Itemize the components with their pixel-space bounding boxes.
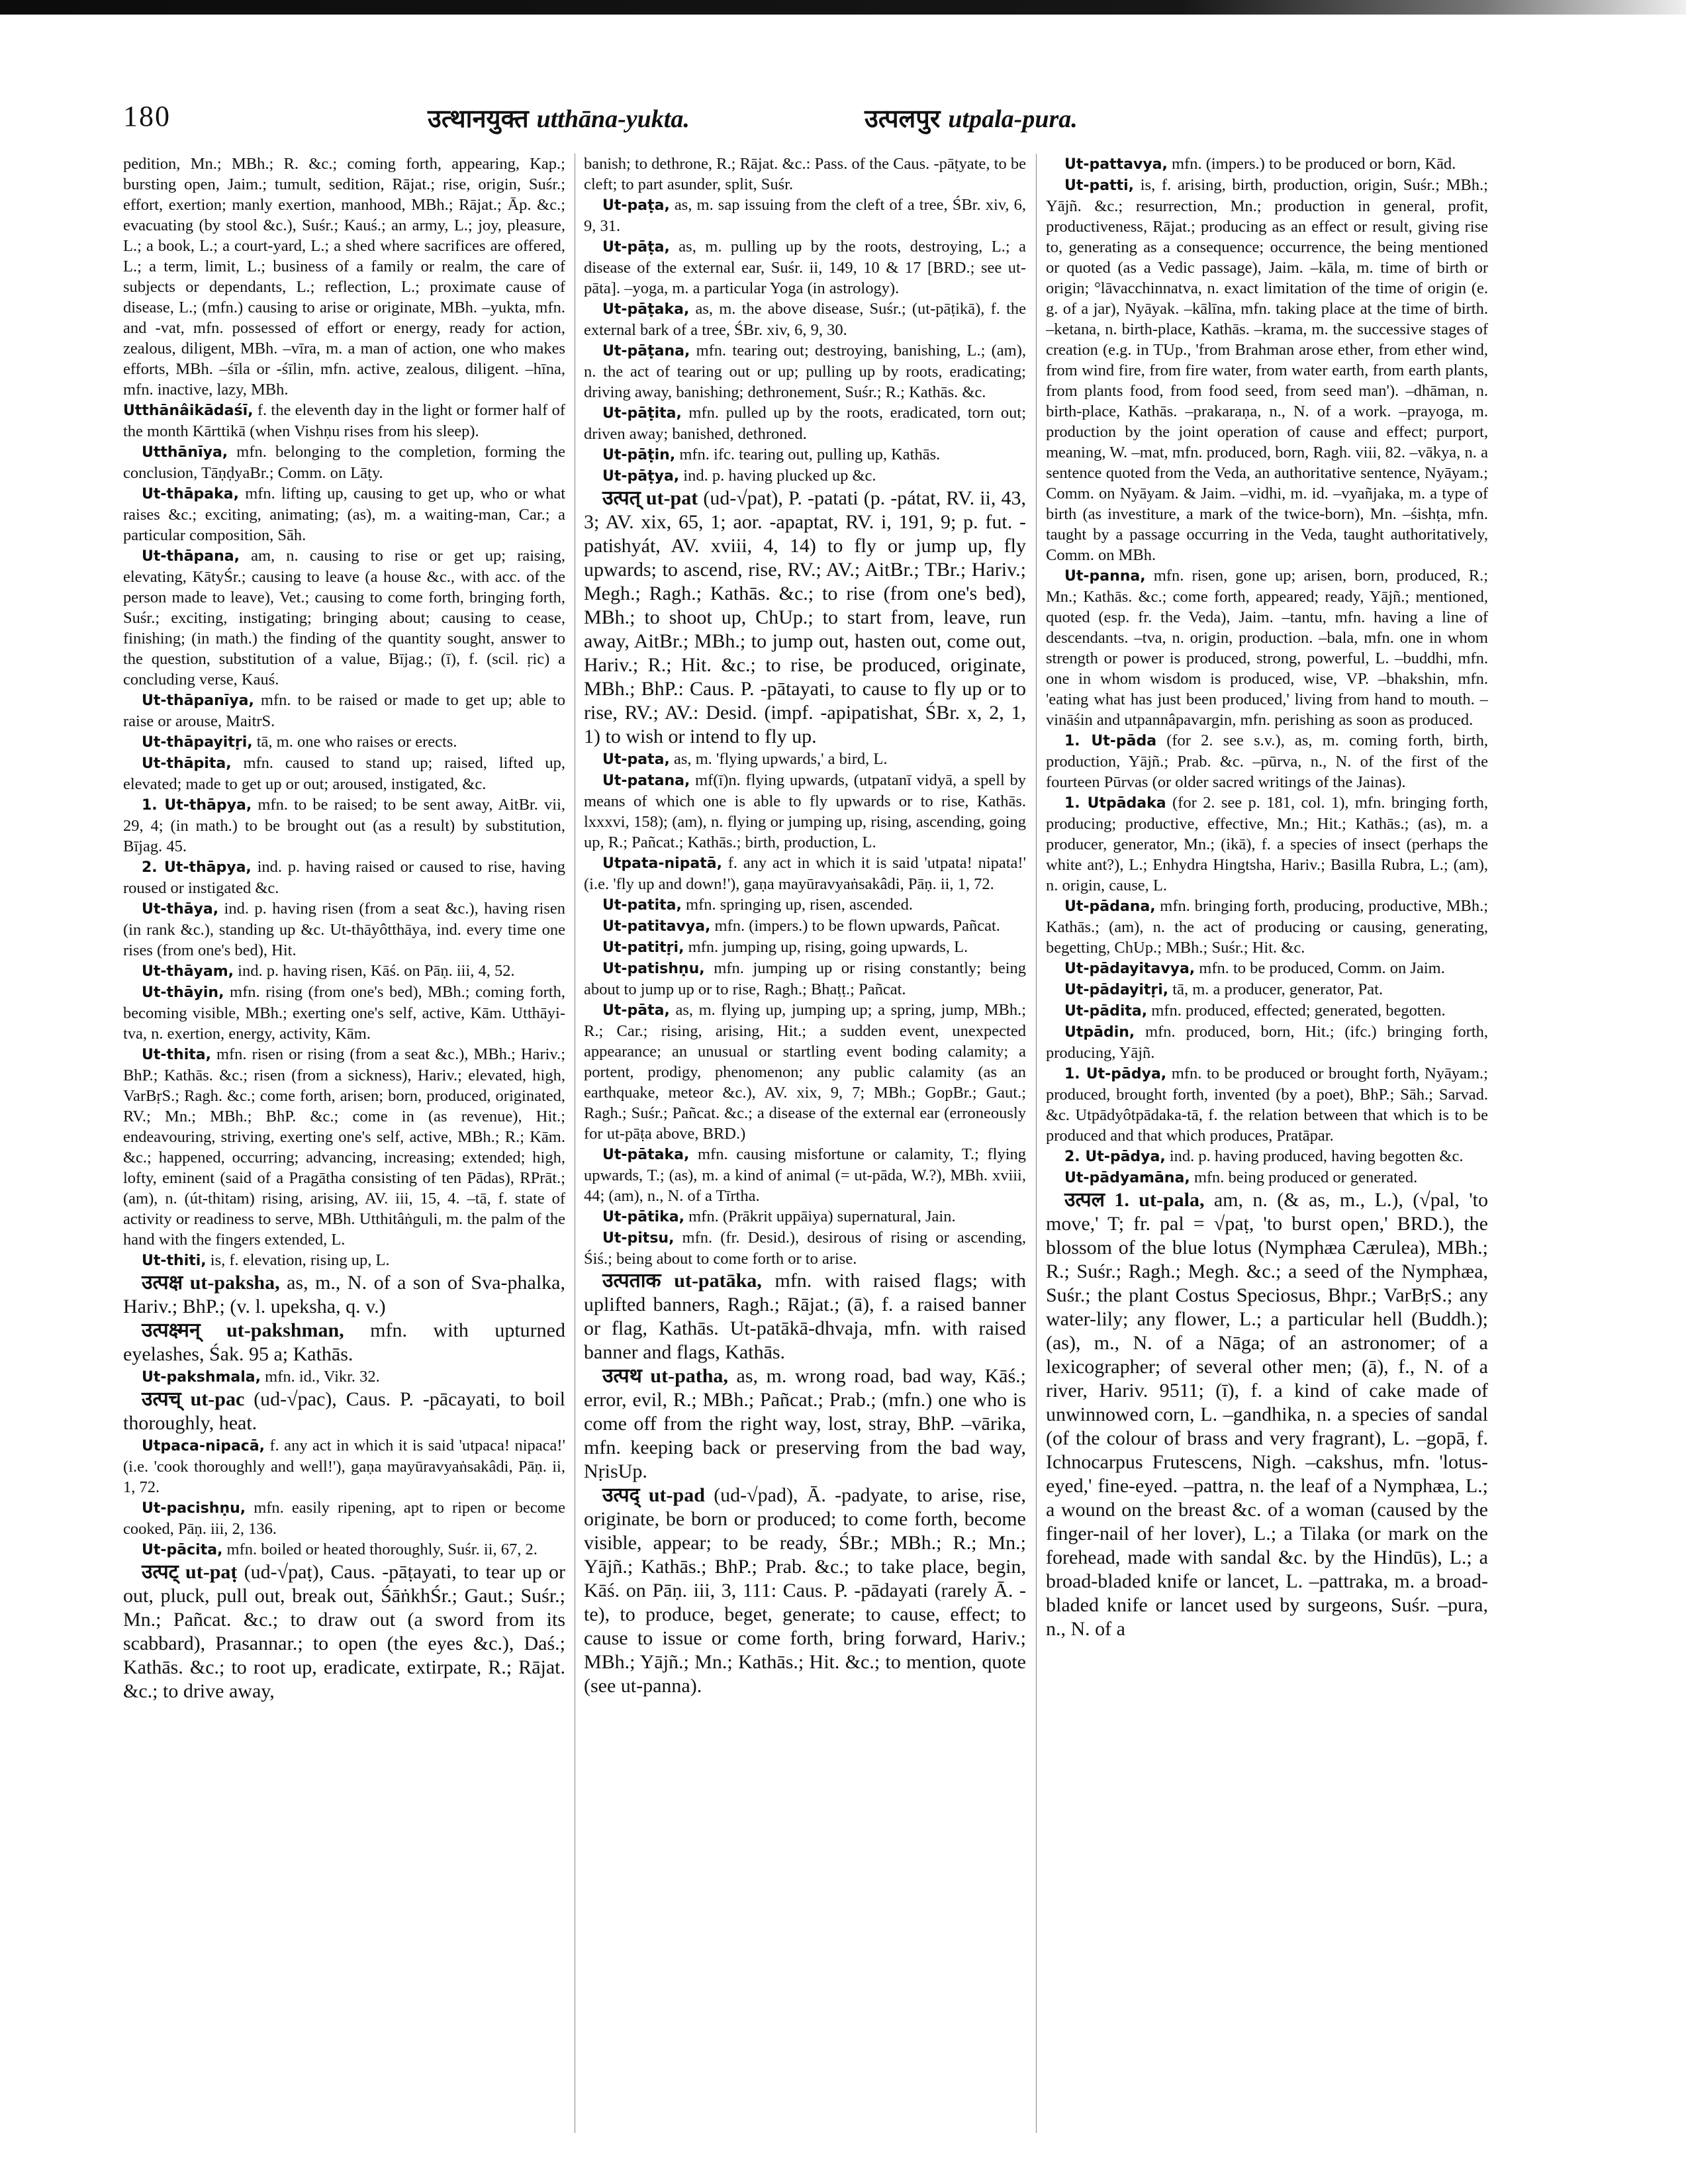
entry-definition: am, n. causing to rise or get up; raising, elevating, KātyŚr.; causing to leave (a house &c., with acc. of the person made to leave), Vet.; causing to come forth, bringing forth, Suśr.; exciting, instigating; bringing about; causing to cease, finishing; (in math.) the finding of the quantity sought, answer to the question, substitution of a value, Bījag.; (ī), f. (scil. ṛic) a concluding verse, Kauś. [123,547,565,688]
dictionary-entry [1046,896,1488,958]
entry-headword: Ut-pādayitṛi, [1064,982,1169,998]
entry-definition: mfn. belonging to the completion, forming the conclusion, TāṇḍyaBr.; Comm. on Lāṭy. [123,443,565,482]
dictionary-entry [123,1497,565,1539]
entry-headword: Ut-thāpaka, [142,486,239,502]
dictionary-entry [123,1560,565,1703]
dictionary-entry [1046,730,1488,792]
dictionary-entry [123,1539,565,1560]
entry-headword: Ut-pāṭana, [602,343,690,359]
entry-definition: mfn. id., Vikr. 32. [261,1368,380,1386]
dictionary-entry [123,794,565,857]
dictionary-entry [584,299,1026,340]
entry-definition: tā, m. one who raises or erects. [252,733,457,751]
entry-definition: mfn. to be raised or made to get up; able to raise or arouse, MaitrS. [123,691,565,730]
dictionary-entry [123,400,565,442]
dictionary-entry [584,1364,1026,1484]
entry-headword: Utthānâikādaśī, [123,403,254,419]
dictionary-entry [1046,1188,1488,1641]
dictionary-entry [1046,1063,1488,1146]
entry-definition: f. the eleventh day in the light or former half of the month Kārttikā (when Vishṇu rises from his sleep). [123,401,565,440]
entry-definition: mfn. to be produced, Comm. on Jaim. [1195,959,1445,977]
entry-headword: Ut-paṭa, [602,197,670,214]
entry-headword: Ut-patti, [1064,177,1135,194]
dictionary-entry [123,898,565,961]
entry-definition: mfn. with upturned eyelashes, Śak. 95 a; Kathās. [123,1319,565,1365]
entry-headword: उत्पद् ut-pad [602,1484,705,1506]
dictionary-entry [123,154,565,400]
entry-definition: tā, m. a producer, generator, Pat. [1168,980,1383,998]
left-head-translit: utthāna-yukta. [536,105,690,133]
entry-headword: Ut-thāyam, [142,963,234,980]
entry-headword: उत्पल 1. ut-pala, [1064,1189,1205,1211]
entry-definition: mfn. lifting up, causing to get up, who or what raises &c.; exciting, animating; (as), m. a waiting-man, Car.; a particular composition, Sāh. [123,485,565,544]
entry-headword: Utpādin, [1064,1024,1135,1041]
entry-headword: 1. Ut-pādya, [1064,1066,1167,1082]
entry-definition: (ud-√pat), P. -patati (p. -pátat, RV. ii, 43, 3; AV. xix, 65, 1; aor. -apaptat, RV. i, 191, 9; p. fut. -patishyát, AV. xviii, 4, 14) to fly or jump up, fly upwards; to ascend, rise, RV.; AV.; AitBr.; TBr.; Hariv.; Megh.; Ragh.; Kathās. &c.; to rise (from one's bed), MBh.; to shoot up, ChUp.; to start from, leave, run away, AitBr.; MBh.; to jump out, hasten out, come out, Hariv.; R.; Hit. &c.; to rise, be produced, originate, MBh.; BhP.: Caus. P. -pātayati, to cause to fly up or to rise, RV.; AV.: Desid. (impf. -apipatishat, ŚBr. x, 2, 1, 1) to wish or intend to fly up. [584,487,1026,747]
entry-definition: (ud-√paṭ), Caus. -pāṭayati, to tear up or out, pluck, pull out, break out, ŚāṅkhŚr.; Gaut.; Suśr.; Mn.; Pañcat. &c.; to draw out (a sword from its scabbard), Prasannar.; to open (the eyes &c.), Daś.; Kathās. &c.; to root up, eradicate, extirpate, R.; Rājat. &c.; to drive away, [123,1561,565,1702]
dictionary-entry [584,916,1026,937]
dictionary-entry [584,1144,1026,1206]
entry-headword: Ut-patana, [602,773,690,789]
entry-headword: Ut-thāpayitṛi, [142,734,253,751]
entry-headword: Ut-patitavya, [602,918,711,935]
entry-definition: mfn. caused to stand up; raised, lifted up, elevated; made to get up or out; aroused, instigated, &c. [123,754,565,793]
dictionary-entry [123,1435,565,1497]
scan-top-border [0,0,1686,15]
dictionary-column-2 [584,154,1026,2140]
entry-headword: Ut-pāṭaka, [602,301,690,318]
entry-headword: Ut-thāyin, [142,984,224,1001]
entry-headword: Ut-pātika, [602,1209,684,1225]
dictionary-entry [1046,1021,1488,1063]
entry-headword: उत्पताक ut-patāka, [602,1270,762,1292]
entry-definition: (for 2. see s.v.), as, m. coming forth, birth, production, Yājñ.; Prab. &c. –pūrva, n., N. of the first of the fourteen Pūrvas (or older sacred writings of the Jainas). [1046,732,1488,791]
entry-definition: as, m. wrong road, bad way, Kāś.; error, evil, R.; MBh.; Pañcat.; Prab.; (mfn.) one who is come off from the right way, lost, stray, BhP. –vārika, mfn. keeping back or preserving from the bad way, NṛisUp. [584,1365,1026,1482]
entry-definition: ind. p. having risen (from a seat &c.), having risen (in rank &c.), standing up &c. Ut-thāyôtthāya, ind. every time one rises (from one's bed), Hit. [123,900,565,959]
dictionary-entry [123,442,565,483]
entry-headword: उत्पथ ut-patha, [602,1365,728,1387]
entry-headword: 1. Ut-thāpya, [142,797,252,814]
entry-headword: Ut-thāpanīya, [142,692,254,709]
dictionary-entry [584,937,1026,958]
entry-headword: Ut-pācita, [142,1542,223,1558]
entry-definition: as, m. the above disease, Suśr.; (ut-pāṭikā), f. the external bark of a tree, ŚBr. xiv, 6, 9, 30. [584,300,1026,339]
page-header [123,99,1540,146]
entry-headword: Ut-pakshmala, [142,1369,261,1386]
entry-definition: ind. p. having raised or caused to rise, having roused or instigated &c. [123,858,565,897]
entry-definition: as, m. sap issuing from the cleft of a tree, ŚBr. xiv, 6, 9, 31. [584,196,1026,235]
entry-headword: Utpaca-nipacā, [142,1438,265,1454]
entry-definition: mfn. risen or rising (from a seat &c.), MBh.; Hariv.; BhP.; Kathās. &c.; risen (from a sickness), Hariv.; elevated, high, VarBṛS.; Ragh. &c.; come forth, arisen; born, produced, originated, RV.; Mn.; MBh.; BhP. &c.; come in (as revenue), Hit.; endeavouring, striving, exerting one's self, active, MBh.; R.; Kām. &c.; happened, occurring; advancing, increasing; extended; high, lofty, eminent (said of a Pragātha consisting of ten Pādas), RPrāt.; (am), n. (út-thitam) rising, arising, AV. iii, 15, 4. –tā, f. state of activity or readiness to serve, MBh. Utthitâṅguli, m. the palm of the hand with the fingers extended, L. [123,1045,565,1249]
entry-headword: 1. Utpādaka [1064,795,1166,812]
dictionary-entry [584,1227,1026,1269]
entry-definition: (ud-√pad), Ā. -padyate, to arise, rise, originate, be born or produced; to come forth, become visible, appear; to be ready, ŚBr.; MBh.; R.; Mn.; Yājñ.; Kathās.; BhP.; Prab. &c.; to take place, begin, Kāś. on Pāṇ. iii, 3, 111: Caus. P. -pādayati (rarely Ā. -te), to produce, beget, generate; to cause, effect; to cause to issue or come forth, bring forward, Hariv.; MBh.; Yājñ.; Mn.; Kathās.; Hit. &c.; to mention, quote (see ut-panna). [584,1484,1026,1697]
dictionary-entry [584,1269,1026,1364]
entry-headword: Ut-thāpita, [142,755,232,772]
entry-definition: mfn. bringing forth, producing, productive, MBh.; Kathās.; (am), n. the act of producing or causing, generating, begetting, ChUp.; MBh.; Suśr.; Hit. &c. [1046,897,1488,957]
dictionary-entry [584,154,1026,195]
dictionary-entry [123,546,565,690]
dictionary-entry [123,961,565,982]
entry-headword: Ut-pata, [602,751,670,768]
dictionary-entry [123,1271,565,1319]
entry-definition: as, m. pulling up by the roots, destroying, L.; a disease of the external ear, Suśr. ii, 149, 10 & 17 [BRD.; see ut-pāta]. –yoga, m. a particular Yoga (in astrology). [584,238,1026,297]
entry-headword: Ut-pādita, [1064,1003,1148,1020]
entry-headword: Ut-patitṛi, [602,939,684,956]
entry-headword: Ut-pāṭita, [602,405,682,422]
entry-definition: mfn. (Prākrit uppāiya) supernatural, Jain. [684,1208,956,1225]
dictionary-entry [584,894,1026,916]
entry-definition: mfn. (fr. Desid.), desirous of rising or ascending, Śiś.; being about to come forth or to arise. [584,1229,1026,1268]
entry-headword: Ut-pādana, [1064,898,1156,915]
dictionary-entry [1046,154,1488,175]
left-head-devanagari: उत्थानयुक्त [428,105,529,133]
entry-definition: mfn. to be raised; to be sent away, AitBr. vii, 29, 4; (in math.) to be brought out (as a result) by substitution, Bījag. 45. [123,796,565,855]
entry-definition: mfn. boiled or heated thoroughly, Suśr. ii, 67, 2. [222,1541,538,1558]
entry-headword: Utpata-nipatā, [602,855,722,872]
dictionary-entry [1046,1146,1488,1167]
entry-headword: Ut-pātaka, [602,1147,690,1163]
entry-definition: mfn. rising (from one's bed), MBh.; coming forth, becoming visible, MBh.; exerting one's self, active, Kām. Utthāyi-tva, n. exertion, energy, activity, Kām. [123,983,565,1043]
entry-headword: Ut-thita, [142,1047,211,1063]
dictionary-column-1 [123,154,565,2140]
dictionary-entry [584,340,1026,403]
dictionary-entry [1046,792,1488,896]
dictionary-entry [123,1250,565,1271]
entry-definition: ind. p. having risen, Kāś. on Pāṇ. iii, 4, 52. [234,962,515,980]
right-head-translit: utpala-pura. [948,105,1078,133]
entry-definition: mfn. produced, born, Hit.; (ifc.) bringing forth, producing, Yājñ. [1046,1023,1488,1062]
dictionary-entry [123,1366,565,1388]
entry-definition: mfn. (impers.) to be produced or born, Kād. [1167,155,1456,173]
dictionary-entry [584,1000,1026,1144]
dictionary-entry [584,195,1026,236]
dictionary-entry [1046,175,1488,565]
entry-definition: mfn. with raised flags; with uplifted banners, Ragh.; Rājat.; (ā), f. a raised banner or flag, Kathās. Ut-patākā-dhvaja, mfn. with raised banner and flags, Kathās. [584,1270,1026,1363]
entry-definition: mfn. jumping up or rising constantly; being about to jump up or to rise, Ragh.; Bhaṭṭ.; Pañcat. [584,959,1026,998]
entry-definition: mfn. (impers.) to be flown upwards, Pañcat. [710,917,1000,935]
entry-headword: Ut-pitsu, [602,1230,675,1247]
entry-headword: 2. Ut-thāpya, [142,859,252,876]
dictionary-entry [123,753,565,794]
dictionary-entry [123,1044,565,1250]
page-number: 180 [123,100,171,132]
entry-headword: उत्पक्ष्मन् ut-pakshman, [142,1319,344,1341]
entry-headword: Ut-pacishṇu, [142,1500,246,1517]
entry-definition: mfn. pulled up by the roots, eradicated, torn out; driven away; banished, dethroned. [584,404,1026,443]
dictionary-entry [123,690,565,732]
dictionary-entry [584,1206,1026,1227]
dictionary-entry [123,1319,565,1366]
entry-headword: उत्पट् ut-paṭ [142,1561,238,1583]
dictionary-entry [584,465,1026,487]
entry-definition: mfn. jumping up, rising, going upwards, L. [684,938,968,956]
entry-headword: Ut-panna, [1064,568,1146,585]
entry-headword: उत्पत् ut-pat [602,487,698,509]
entry-headword: Ut-pāta, [602,1002,670,1019]
column-divider [1036,154,1037,2133]
dictionary-entry [123,483,565,546]
dictionary-entry [584,749,1026,770]
dictionary-entry [584,1484,1026,1698]
entry-definition: (for 2. see p. 181, col. 1), mfn. bringing forth, producing; productive, effective, Mn.; Hit.; Kathās.; (as), m. a producer, generator, Mn.; (ikā), f. a species of insect (perhaps the white ant?), L.; Enhydra Hingtsha, Hariv.; Basilla Rubra, L.; (am), n. origin, cause, L. [1046,794,1488,894]
dictionary-entry [584,770,1026,853]
dictionary-entry [123,982,565,1044]
entry-definition: mfn. easily ripening, apt to ripen or become cooked, Pāṇ. iii, 2, 136. [123,1499,565,1538]
dictionary-entry [123,732,565,753]
entry-headword: Ut-pāṭin, [602,447,676,463]
entry-headword: Ut-patishṇu, [602,961,705,977]
entry-definition: banish; to dethrone, R.; Rājat. &c.: Pass. of the Caus. -pāṭyate, to be cleft; to part asunder, split, Suśr. [584,155,1026,193]
right-running-head [865,101,1078,135]
dictionary-column-3 [1046,154,1488,2140]
entry-definition: mfn. springing up, risen, ascended. [681,896,913,914]
entry-definition: mfn. produced, effected; generated, begotten. [1147,1002,1446,1020]
entry-definition: mfn. tearing out; destroying, banishing, L.; (am), n. the act of tearing out or up; pulling up by roots, eradicating; driving away, banishing; dethronement, Suśr.; R.; Kathās. &c. [584,342,1026,401]
entry-definition: mf(ī)n. flying upwards, (utpatanī vidyā, a spell by means of which one is able to fly upwards or to rise, Kathās. lxxxvi, 158); (am), n. flying or jumping up, rising, ascending, going up, R.; Pañcat.; Kathās.; birth, production, L. [584,771,1026,851]
dictionary-entry [1046,1000,1488,1021]
entry-headword: Ut-pāṭa, [602,239,670,256]
entry-headword: Ut-pādyamāna, [1064,1170,1190,1186]
entry-headword: Ut-thiti, [142,1253,207,1269]
entry-definition: f. any act in which it is said 'utpata! nipata!' (i.e. 'fly up and down!'), gaṇa mayūravyaṅsakâdi, Pāṇ. ii, 1, 72. [584,854,1026,893]
entry-definition: mfn. ifc. tearing out, pulling up, Kathās. [675,446,941,463]
dictionary-entry [123,857,565,898]
entry-definition: f. any act in which it is said 'utpaca! nipaca!' (i.e. 'cook thoroughly and well!'), gaṇa mayūravyaṅsakâdi, Pāṇ. ii, 1, 72. [123,1437,565,1496]
entry-definition: is, f. arising, birth, production, origin, Suśr.; MBh.; Yājñ. &c.; resurrection, Mn.; production in general, profit, productiveness, Rājat.; producing as an effect or result, giving rise to, generating as a consequence; occurrence, the being mentioned or quoted (as a Vedic passage), Jaim. –kāla, m. time of birth or origin; °lāvacchinnatva, n. exact limitation of the time of origin (e. g. of a jar), Nyāyak. –kālīna, mfn. taking place at the time of birth. –ketana, n. birth-place, Kathās. –krama, m. the successive stages of creation (e.g. in TUp., 'from Brahman arose ether, from ether wind, from wind fire, from fire water, from water earth, from earth plants, from plants food, from food seed, from seed man'). –dhāman, n. birth-place, Kathās. –prakaraṇa, n., N. of a work. –prayoga, m. production by the joint operation of cause and effect; purport, meaning, W. –mat, mfn. produced, born, Ragh. viii, 82. –vākya, n. a sentence quoted from the Veda, an authoritative sentence, Nyāyam.; Comm. on Nyāyam. & Jaim. –vidhi, m. id. –vyañjaka, m. a type of birth (as investiture, a mark of the twice-born), Mn. –śishṭa, mfn. taught by a passage occurring in the Veda, taught authoritatively, Comm. on MBh. [1046,176,1488,564]
dictionary-entry [123,1388,565,1435]
entry-definition: ind. p. having produced, having begotten &c. [1165,1147,1464,1165]
dictionary-entry [584,853,1026,894]
entry-definition: ind. p. having plucked up &c. [679,467,876,485]
entry-headword: 1. Ut-pāda [1064,733,1157,749]
right-head-devanagari: उत्पलपुर [865,105,941,133]
dictionary-entry [584,958,1026,1000]
entry-definition: as, m., N. of a son of Sva-phalka, Hariv.; BhP.; (v. l. upeksha, q. v.) [123,1272,565,1317]
entry-headword: Ut-thāpana, [142,548,240,565]
dictionary-entry [1046,958,1488,979]
entry-definition: (ud-√pac), Caus. P. -pācayati, to boil thoroughly, heat. [123,1388,565,1434]
left-running-head [428,101,690,135]
entry-definition: as, m. flying up, jumping up; a spring, jump, MBh.; R.; Car.; rising, arising, Hit.; a sudden event, unexpected appearance; an unusual or startling event boding calamity; a portent, prodigy, phenomenon; any public calamity (as an earthquake, meteor &c.), AV. xix, 9, 7; MBh.; GopBr.; Gaut.; Ragh.; Suśr.; Pañcat. &c.; a disease of the external ear (erroneously for ut-pāṭa above, BRD.) [584,1001,1026,1143]
entry-headword: Ut-patita, [602,897,682,914]
entry-definition: am, n. (& as, m., L.), (√pal, 'to move,' T; fr. pal = √paṭ, 'to burst open,' BRD.), the blossom of the blue lotus (Nymphæa Cærulea), MBh.; R.; Suśr.; Ragh.; Megh. &c.; a seed of the Nymphæa, Suśr.; the plant Costus Speciosus, Bhpr.; VarBṛS.; any water-lily; any flower, L.; a particular hell (Buddh.); (as), m., N. of a Nāga; of an astronomer; of a lexicographer; of several other men; (ā), f., N. of a river, Hariv. 9511; (ī), f. a kind of cake made of unwinnowed corn, L. –gandhika, n. a species of sandal (of the colour of brass and very fragrant), L. –gopā, f. Ichnocarpus Frutescens, Nigh. –cakshus, mfn. 'lotus-eyed,' fine-eyed. –pattra, n. the leaf of a Nymphæa, L.; a wound on the breast &c. of a woman (caused by the finger-nail of her lover), L.; a Tilaka (or mark on the forehead, made with sandal &c. by the Hindūs), L.; a broad-bladed knife or lancet, L. –pattraka, m. a broad-bladed knife or lancet used by surgeons, Suśr. –pura, n., N. of a [1046,1189,1488,1640]
entry-headword: उत्पक्ष ut-paksha, [142,1272,280,1294]
entry-headword: 2. Ut-pādya, [1064,1149,1166,1165]
dictionary-entry [584,444,1026,465]
entry-definition: mfn. risen, gone up; arisen, born, produced, R.; Mn.; Kathās. &c.; come forth, appeared; ready, Yājñ.; mentioned, quoted (esp. fr. the Veda), Jaim. –tantu, mfn. having a line of descendants. –tva, n. origin, production. –bala, mfn. one in whom strength or power is produced, strong, powerful, L. –buddhi, mfn. one in whom wisdom is produced, wise, VP. –bhakshin, mfn. 'eating what has just been produced,' living from hand to mouth. –vināśin and utpannâpavargin, mfn. perishing as soon as produced. [1046,567,1488,729]
dictionary-entry [584,236,1026,299]
dictionary-entry [584,403,1026,444]
entry-headword: Ut-pattavya, [1064,156,1168,173]
entry-headword: Ut-thāya, [142,901,219,918]
dictionary-entry [1046,1167,1488,1188]
entry-definition: mfn. being produced or generated. [1190,1168,1418,1186]
dictionary-entry [1046,565,1488,730]
entry-definition: pedition, Mn.; MBh.; R. &c.; coming forth, appearing, Kap.; bursting open, Jaim.; tumult, sedition, Rājat.; rise, origin, Suśr.; effort, exertion; manly exertion, manhood, MBh.; Rājat.; Āp. &c.; evacuating (by stool &c.), Suśr.; Kauś.; an army, L.; joy, pleasure, L.; a book, L.; a court-yard, L.; a shed where sacrifices are offered, L.; a term, limit, L.; business of a family or realm, the care of subjects or dependants, L.; reflection, L.; proximate cause of disease, L.; (mfn.) causing to arise or originate, MBh. –yukta, mfn. and -vat, mfn. possessed of effort or energy, ready for action, zealous, diligent, MBh. –vīra, m. a man of action, one who makes efforts, MBh. –śīla or -śīlin, mfn. active, zealous, diligent. –hīna, mfn. inactive, lazy, MBh. [123,155,565,399]
entry-definition: mfn. to be produced or brought forth, Nyāyam.; produced, brought forth, invented (by a poet), BhP.; Sāh.; Sarvad. &c. Utpādyôtpādaka-tā, f. the relation between that which is to be produced and that which produces, Pratāpar. [1046,1065,1488,1145]
entry-headword: उत्पच् ut-pac [142,1388,245,1410]
entry-headword: Ut-pāṭya, [602,468,680,485]
entry-definition: is, f. elevation, rising up, L. [206,1251,390,1269]
dictionary-entry [1046,979,1488,1000]
entry-headword: Ut-pādayitavya, [1064,961,1195,977]
entry-headword: Utthānīya, [142,444,228,461]
dictionary-entry [584,487,1026,749]
entry-definition: mfn. causing misfortune or calamity, T.; flying upwards, T.; (as), m. a kind of animal (= ut-pāda, W.?), MBh. xviii, 44; (am), n., N. of a Tīrtha. [584,1145,1026,1205]
entry-definition: as, m. 'flying upwards,' a bird, L. [669,750,888,768]
